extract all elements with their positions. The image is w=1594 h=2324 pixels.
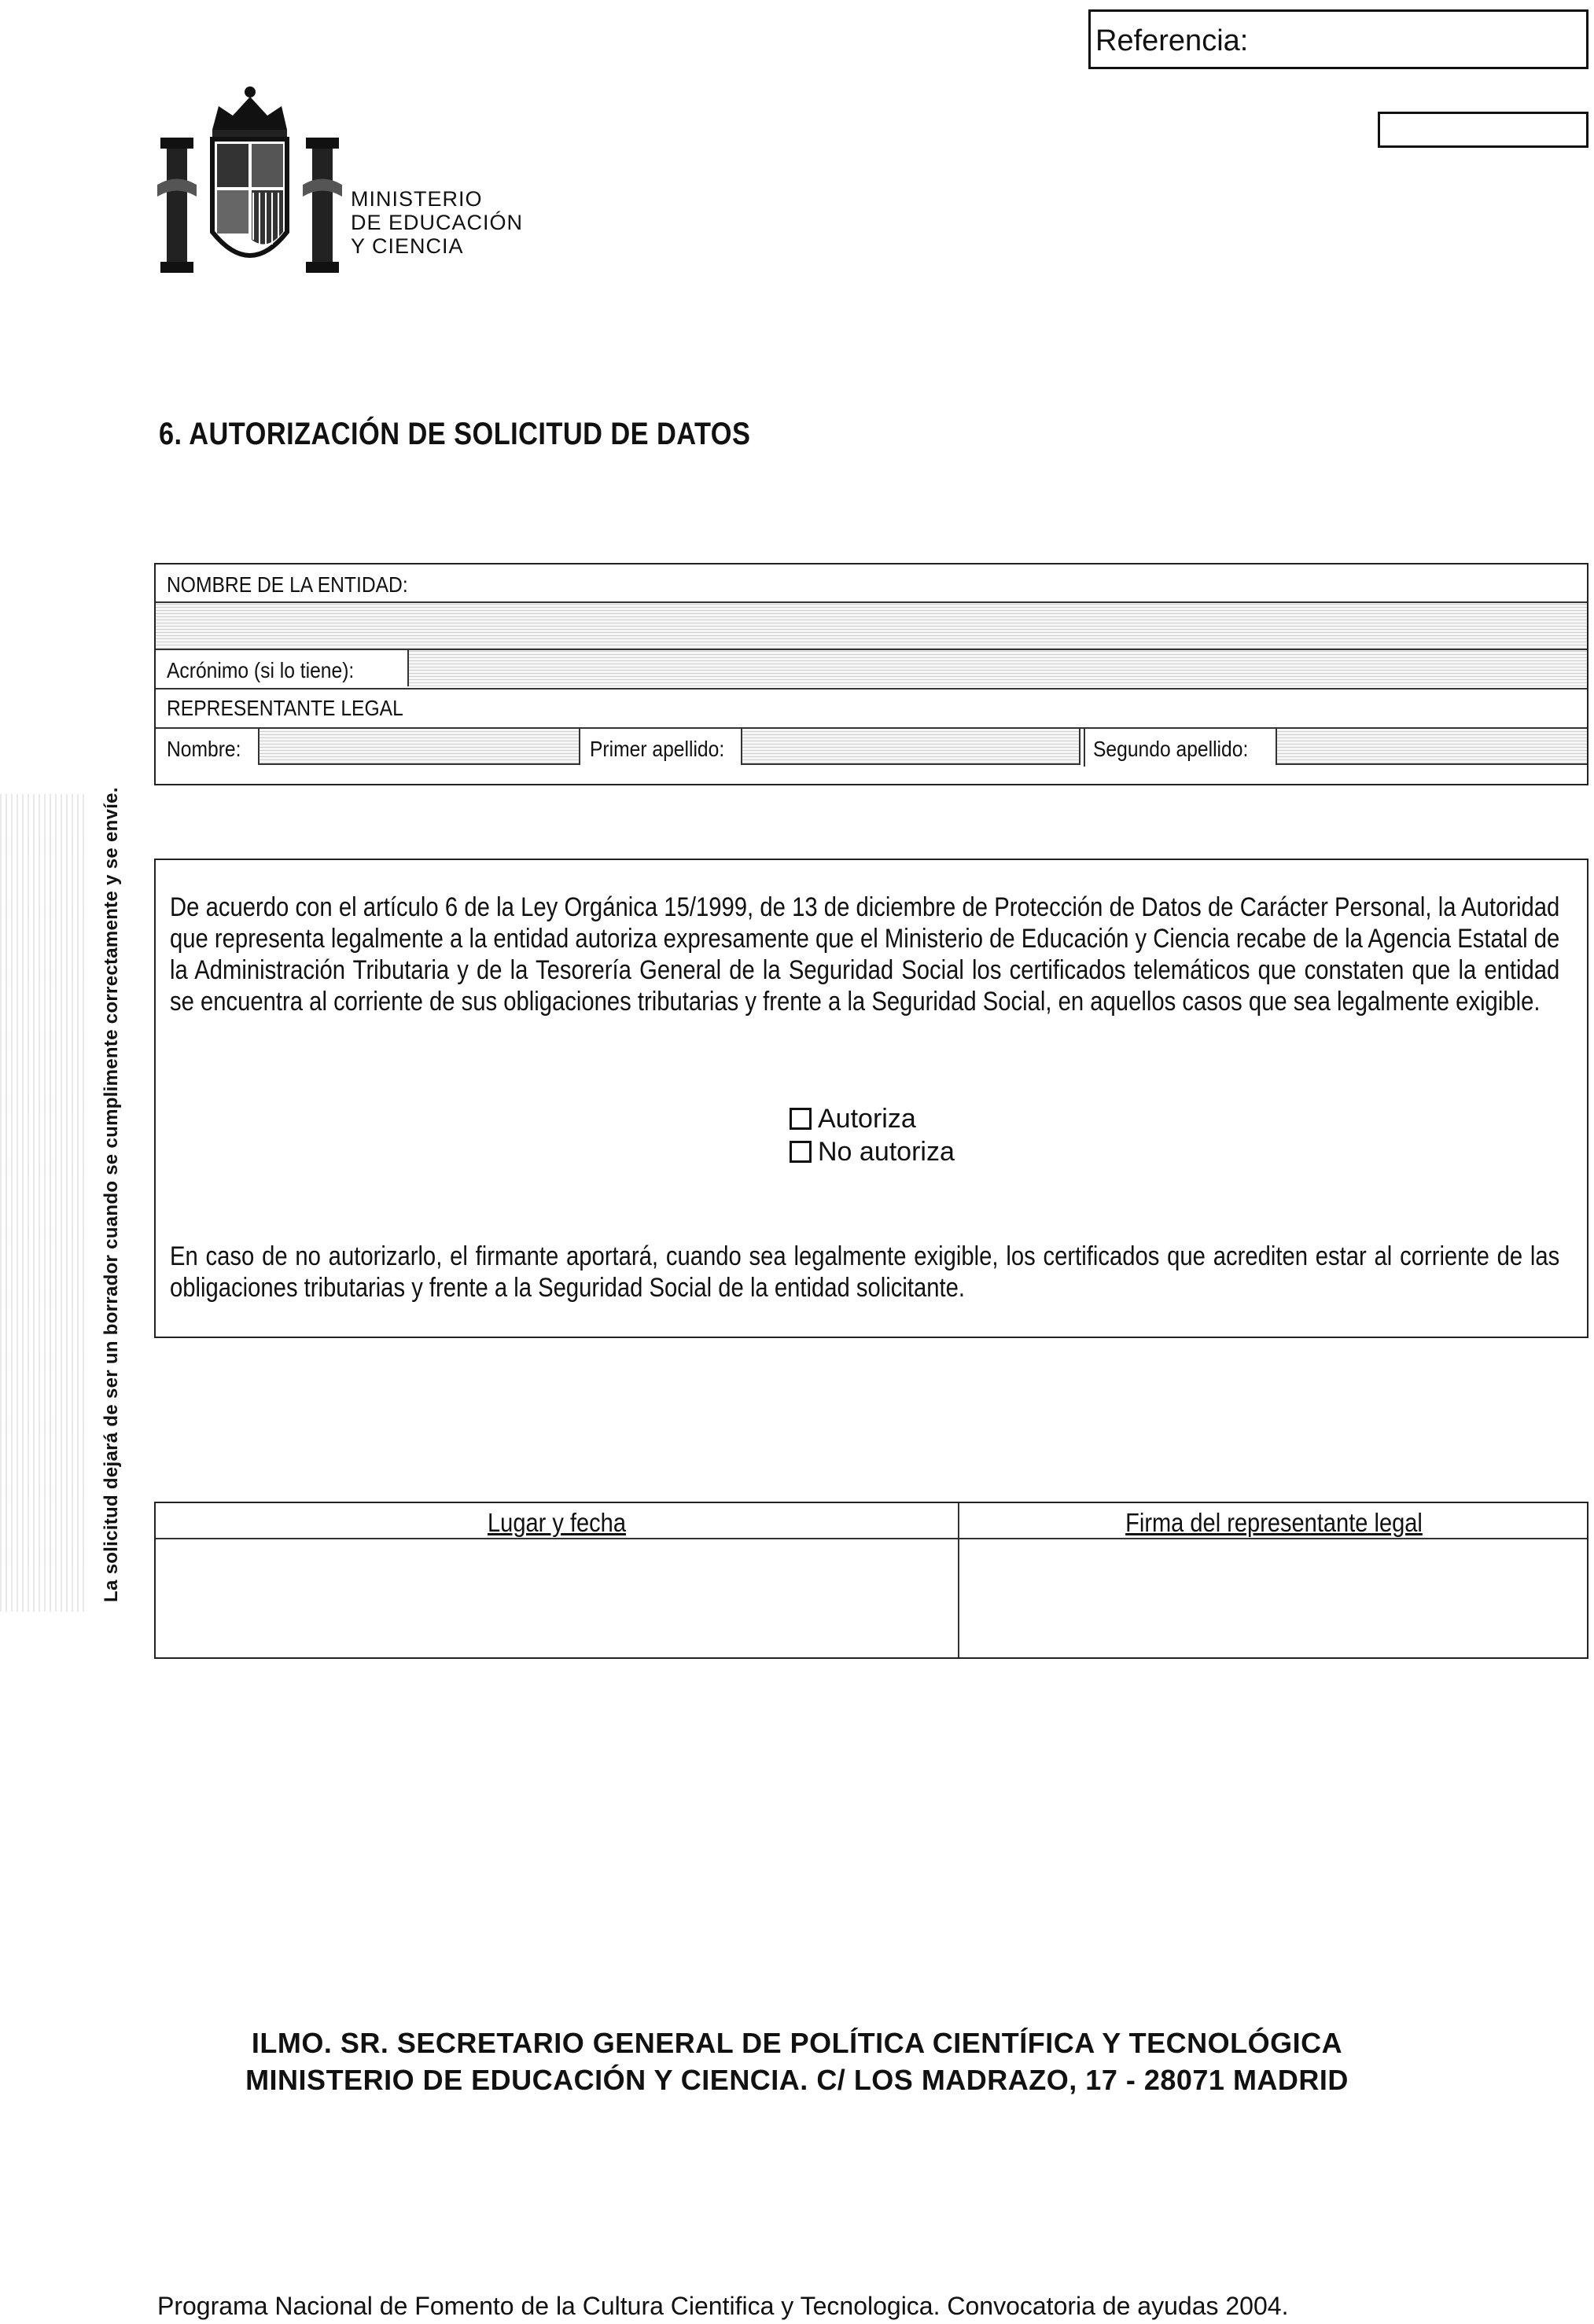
- no-autoriza-checkbox[interactable]: [790, 1141, 812, 1163]
- signature-field[interactable]: [959, 1539, 1587, 1657]
- signature-table-header: [156, 1503, 1587, 1539]
- acronym-input[interactable]: [407, 650, 1587, 686]
- place-date-field[interactable]: [156, 1539, 958, 1657]
- legal-rep-name-row: [156, 727, 1587, 784]
- legal-rep-label: REPRESENTANTE LEGAL: [167, 696, 403, 720]
- section-title: 6. AUTORIZACIÓN DE SOLICITUD DE DATOS: [159, 417, 751, 451]
- primer-apellido-input[interactable]: [741, 727, 1080, 765]
- ministry-line-3: Y CIENCIA: [351, 234, 464, 258]
- referencia-field[interactable]: [1088, 9, 1588, 69]
- segundo-apellido-label: Segundo apellido:: [1093, 737, 1249, 761]
- entity-name-label: NOMBRE DE LA ENTIDAD:: [167, 572, 408, 597]
- nombre-input[interactable]: [258, 727, 580, 765]
- program-footer: Programa Nacional de Fomento de la Cultura Cientifica y Tecnologica. Convocatoria de ayudas 2004.: [157, 2292, 1289, 2320]
- no-autoriza-label: No autoriza: [818, 1137, 955, 1167]
- no-autoriza-option[interactable]: [790, 1137, 955, 1168]
- ministry-line-2: DE EDUCACIÓN: [351, 211, 524, 234]
- ministry-line-1: MINISTERIO: [351, 187, 483, 211]
- entity-form: [154, 563, 1588, 785]
- signature-table: [154, 1502, 1588, 1659]
- coat-of-arms-logo: [157, 83, 342, 287]
- nombre-label: Nombre:: [167, 737, 241, 761]
- autoriza-label: Autoriza: [818, 1104, 916, 1134]
- divider: [1084, 727, 1085, 767]
- draft-watermark: [0, 794, 85, 1612]
- recipient-line-1: ILMO. SR. SECRETARIO GENERAL DE POLÍTICA CIENTÍFICA Y TECNOLÓGICA: [251, 2027, 1343, 2059]
- non-authorization-note: En caso de no autorizarlo, el firmante aportará, cuando sea legalmente exigible, los certificados que acrediten estar al corriente de las obligaciones tributarias y frente a la Seguridad Social de la entidad solicitante.: [170, 1241, 1560, 1303]
- draft-side-note: La solicitud dejará de ser un borrador cuando se cumplimente correctamente y se envíe.: [101, 787, 122, 1602]
- authorization-paragraph: De acuerdo con el artículo 6 de la Ley Orgánica 15/1999, de 13 de diciembre de Protección de Datos de Carácter Personal, la Autoridad que representa legalmente a la entidad autoriza expresamente que el Ministerio de Educación y Ciencia recabe de la Agencia Estatal de la Administración Tributaria y de la Tesorería General de la Seguridad Social los certificados telemáticos que constaten que la entidad se encuentra al corriente de sus obligaciones tributarias y frente a la Seguridad Social, en aquellos casos que sea legalmente exigible.: [170, 892, 1560, 1017]
- recipient-line-2: MINISTERIO DE EDUCACIÓN Y CIENCIA. C/ LOS MADRAZO, 17 - 28071 MADRID: [245, 2064, 1349, 2096]
- entity-name-label-row: [156, 564, 1587, 603]
- legal-rep-row: [156, 688, 1587, 729]
- reference-code-field[interactable]: [1378, 112, 1588, 148]
- autoriza-option[interactable]: [790, 1104, 916, 1134]
- referencia-label: Referencia:: [1095, 24, 1249, 57]
- acronym-label: Acrónimo (si lo tiene):: [167, 658, 355, 682]
- signature-header: Firma del representante legal: [1125, 1508, 1423, 1537]
- entity-name-input[interactable]: [156, 601, 1587, 650]
- authorization-box: [154, 859, 1588, 1338]
- acronym-row: [156, 650, 1587, 689]
- place-date-header: Lugar y fecha: [488, 1508, 626, 1537]
- primer-apellido-label: Primer apellido:: [590, 737, 725, 761]
- autoriza-checkbox[interactable]: [790, 1108, 812, 1130]
- segundo-apellido-input[interactable]: [1276, 727, 1587, 765]
- ministry-name: [351, 187, 523, 258]
